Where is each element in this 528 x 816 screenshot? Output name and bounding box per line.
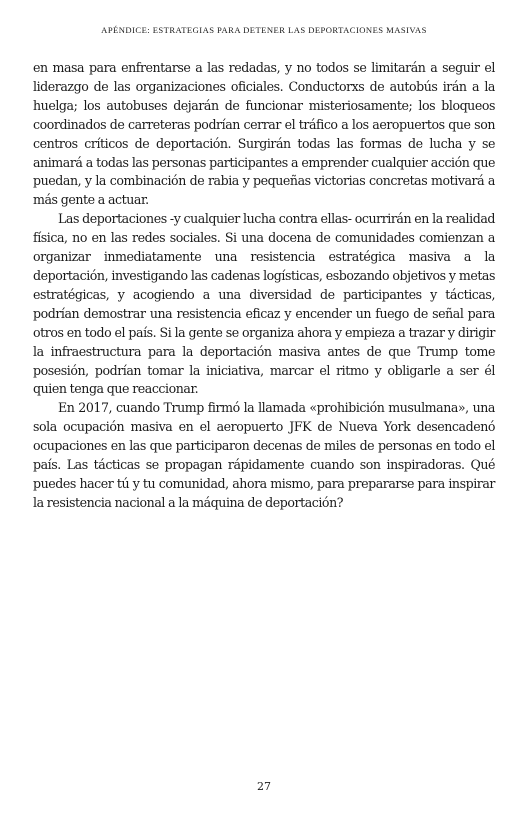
- running-header: APÉNDICE: ESTRATEGIAS PARA DETENER LAS DEPORTACIONES MASIVAS: [101, 25, 427, 35]
- page-number: 27: [257, 780, 271, 793]
- paragraph-deportaciones: Las deportaciones -y cualquier lucha contra ellas- ocurrirán en la realidad física, no en las redes sociales. Si una docena de comunidades comienzan a organizar inmediatamente una resistencia estratégica masiva a la deportación, investigando las cadenas logísticas, esbozando objetivos y metas estratégicas, y acogiendo a una diversidad de participantes y tácticas, podrían demostrar una resistencia eficaz y encender un fuego de señal para otros en todo el país. Si la gente se organiza ahora y empieza a trazar y dirigir la infraestructura para la deportación masiva antes de que Trump tome posesión, podrían tomar la iniciativa, marcar el ritmo y obligarle a ser él quien tenga que reaccionar.: [33, 211, 495, 397]
- body-text: [33, 59, 495, 513]
- paragraph-2017: En 2017, cuando Trump firmó la llamada «prohibición musulmana», una sola ocupación masiva en el aeropuerto JFK de Nueva York desencadenó ocupaciones en las que participaron decenas de miles de personas en todo el país. Las tácticas se propagan rápidamente cuando son inspiradoras. Qué puedes hacer tú y tu comunidad, ahora mismo, para prepararse para inspirar la resistencia nacional a la máquina de deportación?: [33, 400, 495, 510]
- paragraph-continuation: en masa para enfrentarse a las redadas, y no todos se limitarán a seguir el liderazgo de las organizaciones oficiales. Conductorxs de autobús irán a la huelga; los autobuses dejarán de funcionar misteriosamente; los bloqueos coordinados de carreteras podrían cerrar el tráfico a los aeropuertos que son centros críticos de deportación. Surgirán todas las formas de lucha y se animará a todas las personas participantes a emprender cualquier acción que puedan, y la combinación de rabia y pequeñas victorias concretas motivará a más gente a actuar.: [33, 60, 495, 208]
